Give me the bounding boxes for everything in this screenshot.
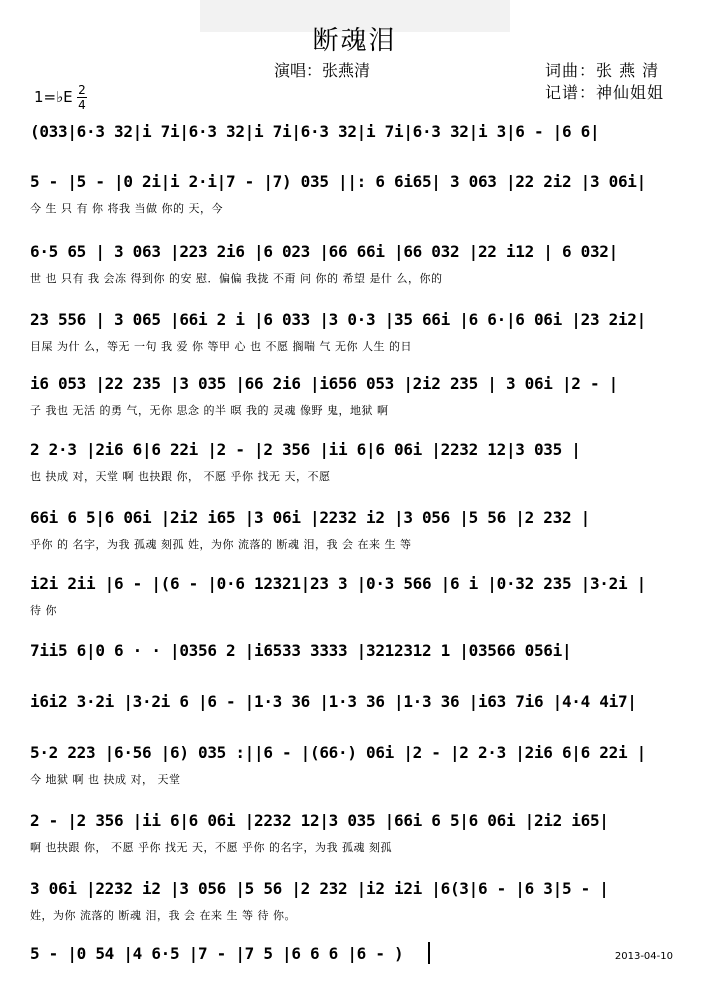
transcription-date: 2013-04-10 (614, 951, 673, 962)
notation: 5 - |5 - |0 2i|i 2·i|7 - |7) 035 ||: 6 6i65| 3 063 |22 2i2 |3 06i| (30, 172, 646, 191)
singer-credit: 演唱：张燕清 (274, 61, 371, 80)
lyrics: 世 也 只有 我 会冻 得到你 的安 慰．偏偏 我拢 不甭 问 你的 希望 是什 么，你的 (30, 272, 443, 285)
notation: i2i 2ii |6 - |(6 - |0·6 12321|23 3 |0·3 566 |6 i |0·32 235 |3·2i | (30, 574, 646, 593)
lyrics: 子 我也 无活 的勇 气，无你 思念 的半 暝 我的 灵魂 像野 鬼，地狱 啊 (30, 404, 389, 417)
composer-credit: 词曲：张 燕 清 (545, 61, 660, 80)
notation: 3 06i |2232 i2 |3 056 |5 56 |2 232 |i2 i2i |6(3|6 - |6 3|5 - | (30, 879, 609, 898)
notation: 7ii5 6|0 6 · · |0356 2 |i6533 3333 |3212312 1 |03566 056i| (30, 641, 572, 660)
notation: i6 053 |22 235 |3 035 |66 2i6 |i656 053 |2i2 235 | 3 06i |2 - | (30, 374, 618, 393)
meter-bottom: 4 (78, 98, 86, 112)
final-barline (428, 942, 430, 964)
lyrics: 姓，为你 流落的 断魂 泪，我 会 在来 生 等 待 你。 (30, 909, 296, 922)
notation: i6i2 3·2i |3·2i 6 |6 - |1·3 36 |1·3 36 |1·3 36 |i63 7i6 |4·4 4i7| (30, 692, 637, 711)
transcriber-credit: 记谱：神仙姐姐 (545, 83, 665, 102)
lyrics: 待 你 (30, 604, 57, 617)
lyrics: 啊 也抉跟 你， 不愿 乎你 找无 天，不愿 乎你 的名字，为我 孤魂 刻孤 (30, 841, 392, 854)
lyrics: 今 生 只 有 你 将我 当做 你的 天，今 (30, 202, 223, 215)
lyrics: 今 地狱 啊 也 抉成 对， 天堂 (30, 773, 181, 786)
key-signature: 1=♭E (34, 88, 73, 106)
lyrics: 也 抉成 对，天堂 啊 也抉跟 你， 不愿 乎你 找无 天，不愿 (30, 470, 331, 483)
song-title: 断魂泪 (312, 26, 397, 56)
meter-top: 2 (78, 83, 86, 97)
notation: 2 2·3 |2i6 6|6 22i |2 - |2 356 |ii 6|6 06i |2232 12|3 035 | (30, 440, 581, 459)
notation: 5 - |0 54 |4 6·5 |7 - |7 5 |6 6 6 |6 - ) (30, 944, 404, 963)
notation: 6·5 65 | 3 063 |223 2i6 |6 023 |66 66i |66 032 |22 i12 | 6 032| (30, 242, 618, 261)
time-signature (77, 84, 87, 111)
notation: 5·2 223 |6·56 |6) 035 :||6 - |(66·) 06i |2 - |2 2·3 |2i6 6|6 22i | (30, 743, 646, 762)
notation: (033|6·3 32|i 7i|6·3 32|i 7i|6·3 32|i 7i|6·3 32|i 3|6 - |6 6| (30, 122, 600, 141)
lyrics: 目屎 为什 么，等无 一句 我 爱 你 等甲 心 也 不愿 搁喘 气 无你 人生 的日 (30, 340, 412, 353)
notation: 23 556 | 3 065 |66i 2 i |6 033 |3 0·3 |35 66i |6 6·|6 06i |23 2i2| (30, 310, 646, 329)
lyrics: 乎你 的 名字，为我 孤魂 刻孤 姓，为你 流落的 断魂 泪，我 会 在来 生 等 (30, 538, 412, 551)
notation: 2 - |2 356 |ii 6|6 06i |2232 12|3 035 |66i 6 5|6 06i |2i2 i65| (30, 811, 609, 830)
notation: 66i 6 5|6 06i |2i2 i65 |3 06i |2232 i2 |3 056 |5 56 |2 232 | (30, 508, 590, 527)
